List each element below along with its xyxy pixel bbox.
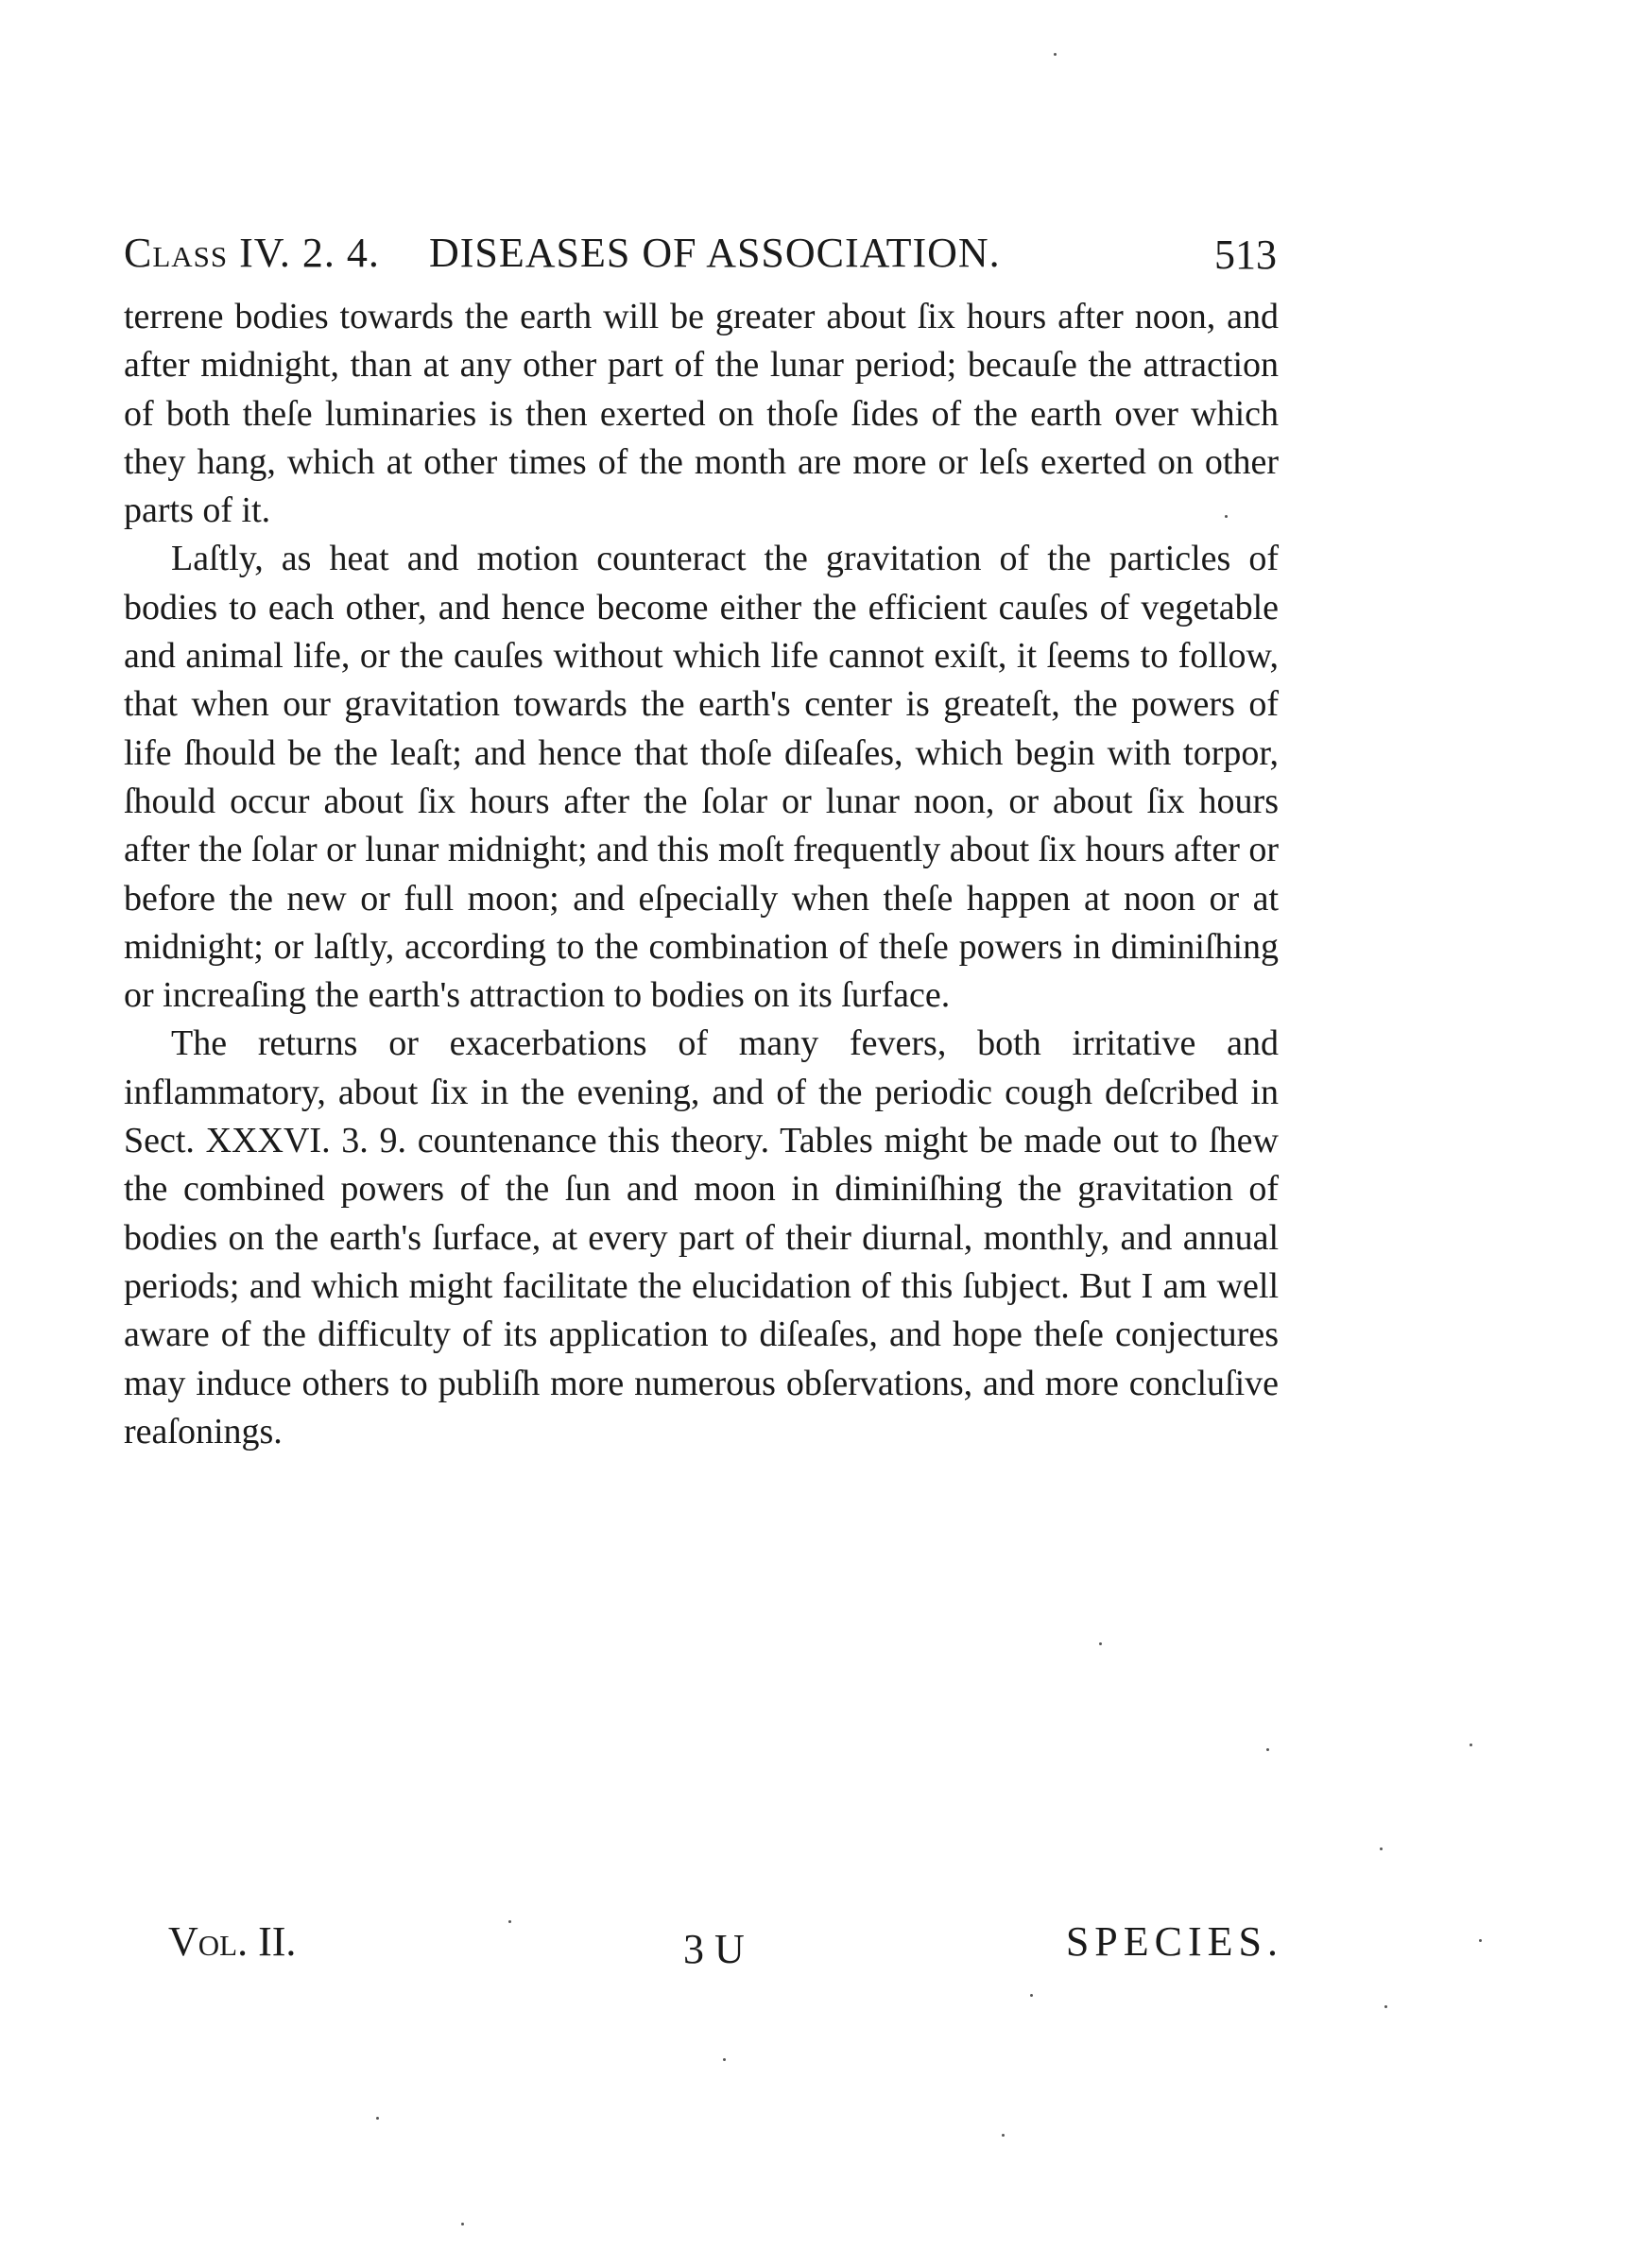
- page-number: 513: [1214, 232, 1277, 278]
- paper-speck: [376, 2117, 379, 2120]
- paper-speck: [1225, 515, 1228, 518]
- paper-speck: [461, 2223, 464, 2225]
- paper-speck: [1030, 1994, 1033, 1997]
- paper-speck: [1384, 2005, 1387, 2008]
- volume-label: Vol. II.: [168, 1918, 297, 1965]
- paper-speck: [508, 1920, 511, 1923]
- running-head: [124, 225, 1277, 282]
- paragraph-3: The returns or exacerbations of many fevers, both irritative and inflammatory, about ſix in the evening, and of the periodic cough deſcribed in Sect. XXXVI. 3. 9. countenance this theory. Tables might be made out to ſhew the combined powers of the ſun and moon in diminiſhing the gravitation of bodies on the earth's ſurface, at every part of their diurnal, monthly, and annual periods; and which might facilitate the elucidation of this ſubject. But I am well aware of the difficulty of its application to diſeaſes, and hope theſe conjectures may induce others to publiſh more numerous obſervations, and more concluſive reaſonings.: [124, 1023, 1279, 1452]
- signature-mark: 3 U: [683, 1926, 745, 1972]
- class-label: Class IV. 2. 4.: [124, 230, 380, 276]
- page-footer: [168, 1914, 1283, 1970]
- paper-speck: [723, 2058, 726, 2061]
- paper-speck: [1099, 1642, 1102, 1645]
- body-text: [124, 293, 1279, 1456]
- paper-speck: [1380, 1847, 1383, 1850]
- paragraph-1: terrene bodies towards the earth will be greater about ſix hours after noon, and after midnight, than at any other part of the lunar period; becauſe the attraction of both theſe luminaries is then exerted on thoſe ſides of the earth over which they hang, which at other times of the month are more or leſs exerted on other parts of it.: [124, 297, 1279, 531]
- catchword: SPECIES.: [1065, 1918, 1283, 1965]
- paper-speck: [1054, 53, 1057, 56]
- paragraph-2: Laſtly, as heat and motion counteract the gravitation of the particles of bodies to each other, and hence become either the efficient cauſes of vegetable and animal life, or the cauſes without which life cannot exiſt, it ſeems to follow, that when our gravitation towards the earth's center is greateſt, the powers of life ſhould be the leaſt; and hence that thoſe diſeaſes, which begin with torpor, ſhould occur about ſix hours after the ſolar or lunar noon, or about ſix hours after the ſolar or lunar midnight; and this moſt frequently about ſix hours after or before the new or full moon; and eſpecially when theſe happen at noon or at midnight; or laſtly, according to the combination of theſe powers in diminiſhing or increaſing the earth's attraction to bodies on its ſurface.: [124, 539, 1280, 1016]
- paper-speck: [1479, 1939, 1482, 1942]
- chapter-title: DISEASES OF ASSOCIATION.: [429, 230, 1001, 276]
- paper-speck: [1002, 2134, 1005, 2137]
- paper-speck: [1266, 1748, 1269, 1751]
- paper-speck: [1470, 1744, 1472, 1746]
